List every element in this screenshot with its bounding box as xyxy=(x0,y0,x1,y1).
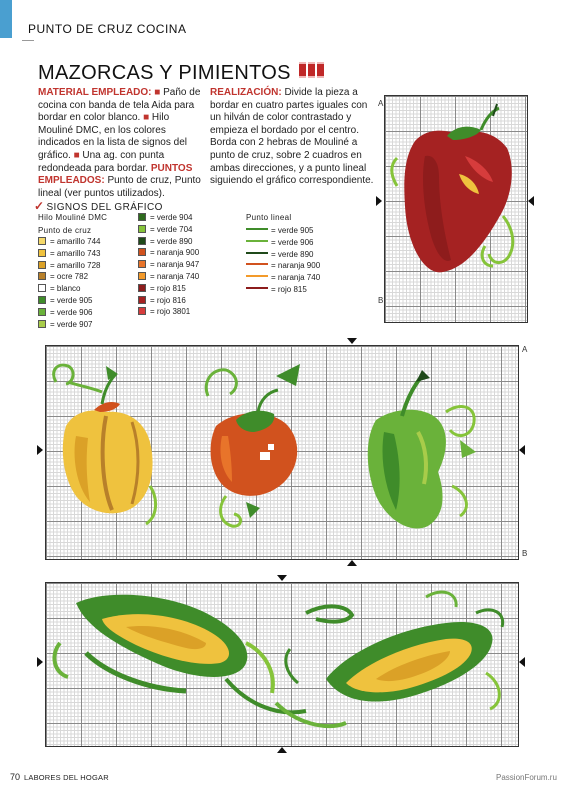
chart-grid-red-pepper xyxy=(384,95,528,323)
legend-thread: Hilo Mouliné DMC xyxy=(38,213,108,222)
color-swatch-icon xyxy=(138,260,146,268)
color-swatch-icon xyxy=(38,320,46,328)
realizacion-label: REALIZACIÓN: xyxy=(210,87,282,98)
stitch-2: Punto lineal xyxy=(38,175,201,199)
materials-label: MATERIAL EMPLEADO: xyxy=(38,87,152,98)
chart-grid-vegetables xyxy=(45,345,519,560)
legend-label: = verde 904 xyxy=(150,213,193,222)
legend-label: = rojo 816 xyxy=(150,295,186,305)
center-arrow-icon xyxy=(37,445,43,455)
color-swatch-icon xyxy=(138,307,146,315)
section-title: PUNTO DE CRUZ COCINA xyxy=(28,22,187,36)
chart-grid-corn xyxy=(45,582,519,747)
legend-row xyxy=(38,320,92,330)
page-title xyxy=(38,62,324,85)
legend-row xyxy=(38,308,92,318)
section-color-tab xyxy=(0,0,12,38)
color-swatch-icon xyxy=(138,225,146,233)
realizacion-paragraph xyxy=(210,87,375,188)
color-swatch-icon xyxy=(38,308,46,316)
legend-label: = verde 907 xyxy=(50,319,93,329)
legend-row xyxy=(38,261,100,271)
center-arrow-icon xyxy=(528,196,534,206)
legend-row xyxy=(138,225,192,235)
legend-row xyxy=(138,272,199,282)
legend-line-row xyxy=(246,250,313,260)
legend-heading xyxy=(34,199,163,213)
center-arrow-icon xyxy=(277,747,287,753)
legend-label: = verde 890 xyxy=(150,236,193,246)
center-arrow-icon xyxy=(347,560,357,566)
legend-label: = verde 906 xyxy=(271,237,314,247)
legend-line-stitch: Punto lineal xyxy=(246,213,292,222)
legend-cross-stitch: Punto de cruz xyxy=(38,226,92,235)
legend-label: = amarillo 743 xyxy=(50,248,101,258)
color-swatch-icon xyxy=(138,284,146,292)
legend-row xyxy=(38,237,100,247)
color-swatch-icon xyxy=(138,296,146,304)
legend-label: = amarillo 744 xyxy=(50,237,101,246)
color-swatch-icon xyxy=(38,249,46,257)
chart-mark-a: A xyxy=(378,99,384,108)
legend-label: = blanco xyxy=(50,284,81,294)
bullet-square-icon: ■ xyxy=(73,149,80,161)
color-swatch-icon xyxy=(38,237,46,245)
legend-label: = naranja 740 xyxy=(271,273,321,283)
legend-label: = ocre 782 xyxy=(50,272,89,282)
legend-label: = verde 890 xyxy=(271,249,314,259)
bullet-square-icon: ■ xyxy=(151,87,161,98)
legend-heading-text: SIGNOS DEL GRÁFICO xyxy=(46,202,163,213)
materials-text-3: Una ag. con punta redondeada para bordar. xyxy=(38,149,165,174)
legend-line-row xyxy=(246,285,307,295)
legend-label: = naranja 900 xyxy=(150,248,200,258)
legend-row xyxy=(138,237,192,247)
line-swatch-icon xyxy=(246,287,268,289)
legend-row xyxy=(38,284,80,294)
legend-label: = amarillo 728 xyxy=(50,260,101,270)
title-text: MAZORCAS Y PIMIENTOS xyxy=(38,62,291,84)
publication-name: LABORES DEL HOGAR xyxy=(24,773,109,782)
line-swatch-icon xyxy=(246,252,268,254)
realizacion-text: Divide la pieza a bordar en cuatro partes iguales con un hilván de color contrastado y empieza el bordado por el centro. Borda con 2 hebras de Mouliné a punto de cruz, sobre 2 cuadros en ambas direcciones, y a punto lineal siguiendo el gráfico correspondiente. xyxy=(210,87,374,187)
bullet-square-icon: ■ xyxy=(143,112,150,124)
center-arrow-icon xyxy=(376,196,382,206)
line-swatch-icon xyxy=(246,228,268,230)
chart-mark-b: B xyxy=(378,296,384,305)
line-swatch-icon xyxy=(246,240,268,242)
center-arrow-icon xyxy=(277,575,287,581)
legend-line-row xyxy=(246,238,313,248)
section-rule xyxy=(22,40,34,41)
watermark: PassionForum.ru xyxy=(496,773,557,782)
color-swatch-icon xyxy=(38,272,46,280)
center-arrow-icon xyxy=(519,657,525,667)
legend-label: = rojo 815 xyxy=(150,283,186,293)
legend-line-row xyxy=(246,226,313,236)
legend-row xyxy=(38,272,88,282)
legend-row xyxy=(138,296,186,306)
center-arrow-icon xyxy=(519,445,525,455)
color-swatch-icon xyxy=(138,237,146,245)
page-number: 70 xyxy=(10,772,21,782)
legend-row xyxy=(138,260,199,270)
stitches-label: PUNTOS EMPLEADOS: xyxy=(38,162,193,187)
legend-label: = rojo 815 xyxy=(271,285,307,294)
legend-line-row xyxy=(246,261,320,271)
line-swatch-icon xyxy=(246,263,268,265)
color-swatch-icon xyxy=(38,284,46,292)
vegetables-motif xyxy=(46,346,518,559)
legend-label: = verde 905 xyxy=(50,296,93,305)
legend-row xyxy=(138,248,199,258)
chart-mark-b: B xyxy=(522,549,528,558)
color-swatch-icon xyxy=(138,272,146,280)
legend-label: = rojo 3801 xyxy=(150,307,191,317)
center-arrow-icon xyxy=(37,657,43,667)
legend-label: = verde 704 xyxy=(150,224,193,234)
legend-row xyxy=(138,284,186,294)
legend-label: = naranja 740 xyxy=(150,272,200,281)
stitch-1: Punto de cruz, xyxy=(104,175,172,187)
legend-label: = verde 906 xyxy=(50,307,93,317)
green-pepper-motif xyxy=(368,370,476,528)
center-arrow-icon xyxy=(347,338,357,344)
color-swatch-icon xyxy=(138,248,146,256)
legend-line-row xyxy=(246,273,320,283)
corn-motif xyxy=(46,583,518,746)
legend-label: = naranja 900 xyxy=(271,261,321,271)
legend-label: = verde 905 xyxy=(271,226,314,235)
chart-mark-a: A xyxy=(522,345,528,354)
color-swatch-icon xyxy=(38,261,46,269)
stitch-note: (ver puntos utilizados). xyxy=(61,187,165,199)
line-swatch-icon xyxy=(246,275,268,277)
legend-row xyxy=(38,249,100,259)
materials-text-2: Hilo Mouliné DMC, en los colores indicados en la lista de signos del gráfico. xyxy=(38,112,187,161)
color-swatch-icon xyxy=(138,213,146,221)
corn-cob-left xyxy=(54,595,352,713)
spool-icon xyxy=(297,62,324,84)
legend-label: = naranja 947 xyxy=(150,260,200,270)
materials-text-1: Paño de cocina con banda de tela Aida para bordar en color blanco. xyxy=(38,87,201,124)
legend-row xyxy=(38,296,92,306)
yellow-pepper-motif xyxy=(54,365,156,524)
red-pepper-motif xyxy=(385,96,527,322)
legend-row xyxy=(138,213,192,223)
materials-paragraph xyxy=(38,87,204,200)
color-swatch-icon xyxy=(38,296,46,304)
legend-row xyxy=(138,307,190,317)
checkmark-icon: ✓ xyxy=(34,199,45,213)
tomato-motif xyxy=(206,364,300,526)
